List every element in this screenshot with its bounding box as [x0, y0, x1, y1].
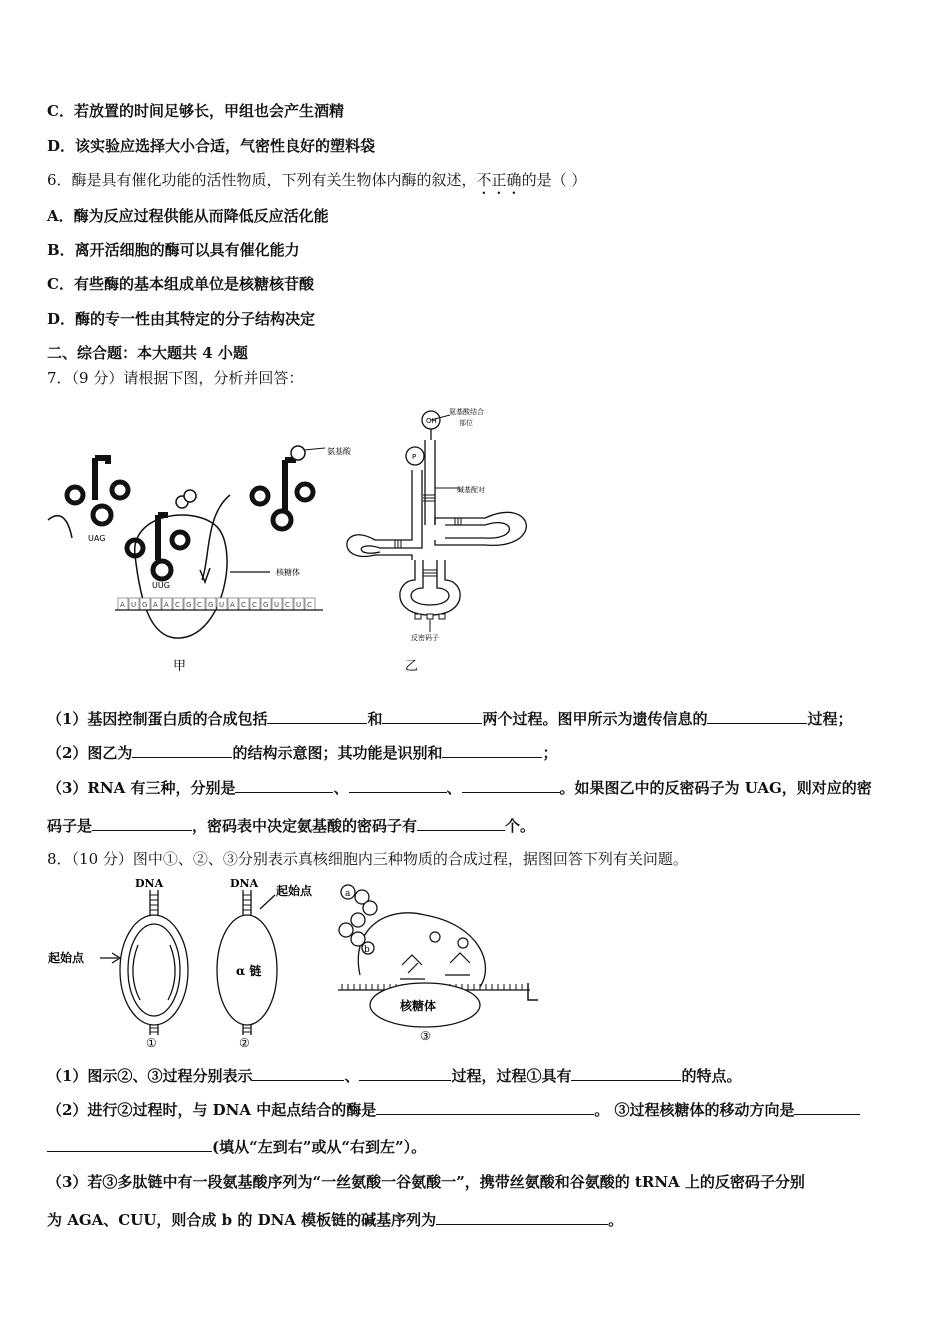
mrna-base: U	[296, 601, 302, 609]
q5-option-c: C．若放置的时间足够长，甲组也会产生酒精	[47, 102, 344, 120]
origin-label-top: 起始点	[276, 884, 313, 898]
bead-label-a: a	[345, 889, 351, 899]
answer-blank[interactable]	[794, 1100, 860, 1115]
q8-part1: （1）图示②、③过程分别表示 、 过程，过程①具有 的特点。	[47, 1067, 742, 1085]
q6-option-d: D．酶的专一性由其特定的分子结构决定	[47, 310, 316, 328]
figure-jia-caption: 甲	[173, 659, 187, 674]
answer-blank[interactable]	[382, 709, 482, 724]
q8-part3: （3）若③多肽链中有一段氨基酸序列为“一丝氨酸一谷氨酸一”，携带丝氨酸和谷氨酸的 tRNA 上的反密码子分别	[47, 1173, 805, 1191]
anticodon-1: UAG	[88, 534, 106, 543]
alpha-chain-label: α 链	[236, 964, 262, 978]
figure-trna	[335, 400, 545, 680]
origin-label-left: 起始点	[48, 951, 85, 965]
figure-yi-caption: 乙	[405, 659, 419, 674]
answer-blank[interactable]	[376, 1100, 594, 1115]
mrna-base: C	[307, 601, 312, 609]
mrna-base: G	[208, 601, 214, 609]
mrna-base: U	[274, 601, 280, 609]
answer-blank[interactable]	[707, 709, 807, 724]
q5-option-d: D．该实验应选择大小合适，气密性良好的塑料袋	[47, 137, 376, 155]
answer-blank[interactable]	[442, 743, 542, 758]
dna-label-1: DNA	[135, 877, 164, 890]
mrna-base: A	[230, 601, 235, 609]
phosphate-label: P	[412, 453, 417, 461]
q7-part1: （1）基因控制蛋白质的合成包括 和 两个过程。图甲所示为遗传信息的 过程；	[47, 710, 853, 728]
q6-stem: 6．酶是具有催化功能的活性物质，下列有关生物体内酶的叙述，不正确的是（ ）	[47, 171, 587, 189]
answer-blank[interactable]	[235, 778, 333, 793]
dna-label-2: DNA	[230, 877, 259, 890]
q8-part3-cont: 为 AGA、CUU，则合成 b 的 DNA 模板链的碱基序列为 。	[47, 1211, 624, 1229]
amino-acid-label: 氨基酸	[327, 447, 351, 456]
bead-label-b: b	[364, 945, 370, 955]
answer-blank[interactable]	[252, 1066, 344, 1081]
amino-site-label: 氨基酸结合	[449, 408, 484, 416]
q8-stem: 8．（10 分）图中①、②、③分别表示真核细胞内三种物质的合成过程，据图回答下列有关问题。	[47, 850, 688, 868]
ribosome-label: 核糖体	[276, 568, 300, 577]
amino-site-label-2: 部位	[459, 419, 473, 427]
answer-blank[interactable]	[571, 1066, 681, 1081]
q8-part2: （2）进行②过程时，与 DNA 中起点结合的酶是 。 ③过程核糖体的移动方向是	[47, 1100, 860, 1120]
mrna-base: A	[164, 601, 169, 609]
q6-option-b: B．离开活细胞的酶可以具有催化能力	[47, 241, 300, 259]
figure-translation	[40, 420, 360, 680]
mrna-base: G	[263, 601, 269, 609]
q7-part3: （3）RNA 有三种，分别是 、 、 。如果图乙中的反密码子为 UAG，则对应的密	[47, 779, 872, 797]
q7-stem: 7．（9 分）请根据下图，分析并回答：	[47, 369, 304, 387]
answer-blank[interactable]	[462, 778, 560, 793]
mrna-base: C	[241, 601, 246, 609]
q7-part2: （2）图乙为 的结构示意图；其功能是识别和 ；	[47, 744, 558, 762]
mrna-base: A	[120, 601, 125, 609]
mrna-base: G	[186, 601, 192, 609]
oh-label: OH	[426, 417, 437, 425]
mrna-base: C	[285, 601, 290, 609]
answer-blank[interactable]	[436, 1210, 608, 1225]
section-title: 二、综合题：本大题共 4 小题	[47, 344, 248, 362]
mrna-base: A	[153, 601, 158, 609]
answer-blank[interactable]	[92, 816, 192, 831]
emphasis-text: 不正确	[476, 171, 522, 189]
mrna-base: C	[175, 601, 180, 609]
q6-option-c: C．有些酶的基本组成单位是核糖核苷酸	[47, 275, 314, 293]
ribosome-label-2: 核糖体	[400, 999, 437, 1013]
base-pairing-label: 碱基配对	[457, 486, 485, 494]
anticodon-2: UUG	[152, 581, 170, 590]
process-1-number: ①	[146, 1036, 157, 1050]
mrna-base: G	[142, 601, 148, 609]
process-2-number: ②	[239, 1036, 250, 1050]
answer-blank[interactable]	[267, 709, 367, 724]
answer-blank[interactable]	[417, 816, 505, 831]
mrna-base: C	[197, 601, 202, 609]
figure-synthesis	[40, 875, 560, 1050]
answer-blank[interactable]	[132, 743, 232, 758]
q8-part2-cont: (填从“左到右”或从“右到左”）。	[47, 1137, 426, 1157]
anticodon-label: 反密码子	[411, 634, 439, 642]
mrna-base: U	[131, 601, 137, 609]
q7-part3-cont: 码子是 ，密码表中决定氨基酸的密码子有 个。	[47, 817, 536, 835]
answer-blank[interactable]	[359, 1066, 451, 1081]
mrna-base: U	[219, 601, 225, 609]
answer-blank[interactable]	[47, 1137, 212, 1152]
answer-blank[interactable]	[349, 778, 447, 793]
process-3-number: ③	[420, 1029, 431, 1043]
q6-option-a: A．酶为反应过程供能从而降低反应活化能	[47, 207, 329, 225]
mrna-base: C	[252, 601, 257, 609]
